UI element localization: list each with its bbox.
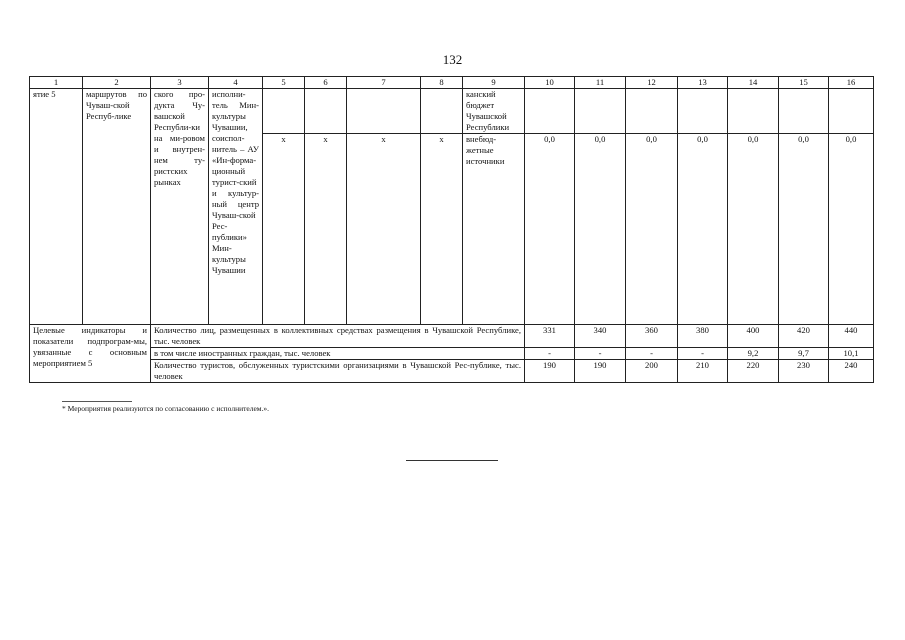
indicator-value-cell: 190 [575, 360, 626, 383]
column-number: 10 [525, 77, 575, 89]
column-number: 11 [575, 77, 626, 89]
column-number: 1 [30, 77, 83, 89]
empty-cell [678, 89, 728, 134]
indicator-name-cell: Количество лиц, размещенных в коллективных средствах размещения в Чувашской Республике, тыс. человек [151, 325, 525, 348]
indicator-value-cell: 9,2 [728, 348, 779, 360]
empty-cell [626, 89, 678, 134]
funding-source-cell: внебюд-жетные источники [463, 134, 525, 325]
indicator-value-cell: 9,7 [779, 348, 829, 360]
indicator-value-cell: 380 [678, 325, 728, 348]
value-cell: 0,0 [575, 134, 626, 325]
column-number: 12 [626, 77, 678, 89]
indicator-value-cell: 360 [626, 325, 678, 348]
end-rule [406, 460, 498, 461]
indicator-value-cell: 190 [525, 360, 575, 383]
indicator-name-cell: в том числе иностранных граждан, тыс. человек [151, 348, 525, 360]
indicator-value-cell: 220 [728, 360, 779, 383]
empty-cell [728, 89, 779, 134]
indicator-value-cell: - [525, 348, 575, 360]
column-number: 2 [83, 77, 151, 89]
indicator-value-cell: 10,1 [829, 348, 874, 360]
x-cell: х [347, 134, 421, 325]
column-number: 5 [263, 77, 305, 89]
indicator-value-cell: 400 [728, 325, 779, 348]
indicator-value-cell: - [575, 348, 626, 360]
column-number: 16 [829, 77, 874, 89]
indicator-value-cell: 200 [626, 360, 678, 383]
indicator-value-cell: 331 [525, 325, 575, 348]
value-cell: 0,0 [728, 134, 779, 325]
empty-cell [305, 89, 347, 134]
value-cell: 0,0 [626, 134, 678, 325]
indicator-row [30, 360, 874, 383]
column-number: 4 [209, 77, 263, 89]
event-number-cell: ятие 5 [30, 89, 83, 325]
indicator-value-cell: - [678, 348, 728, 360]
empty-cell [829, 89, 874, 134]
indicator-value-cell: 230 [779, 360, 829, 383]
event-name-cell: маршрутов по Чуваш-ской Респуб-лике [83, 89, 151, 325]
indicator-value-cell: - [626, 348, 678, 360]
indicator-row [30, 348, 874, 360]
value-cell: 0,0 [678, 134, 728, 325]
x-cell: х [305, 134, 347, 325]
empty-cell [263, 89, 305, 134]
value-cell: 0,0 [779, 134, 829, 325]
column-number: 9 [463, 77, 525, 89]
event-goal-cell: ского про-дукта Чу-вашской Республи-ки на ми-ровом и внутрен-нем ту-ристских рынках [151, 89, 209, 325]
indicator-value-cell: 440 [829, 325, 874, 348]
value-cell: 0,0 [525, 134, 575, 325]
x-cell: х [263, 134, 305, 325]
empty-cell [421, 89, 463, 134]
funding-source-cell: канский бюджет Чувашской Республики [463, 89, 525, 134]
column-number: 13 [678, 77, 728, 89]
empty-cell [525, 89, 575, 134]
empty-cell [779, 89, 829, 134]
footnote-separator [62, 401, 132, 402]
indicator-row [30, 325, 874, 348]
indicators-label-cell: Целевые индикаторы и показатели подпрограм-мы, увязанные с основным мероприятием 5 [30, 325, 151, 383]
executor-cell: исполни-тель Мин-культуры Чувашии, соиспол-нитель – АУ «Ин-форма-ционный турист-ский и культур-ный центр Чуваш-ской Рес-публики» Мин-культуры Чувашии [209, 89, 263, 325]
column-number: 7 [347, 77, 421, 89]
funding-row-budget [30, 89, 874, 134]
footnote: * Мероприятия реализуются по согласованию с исполнителем.». [62, 404, 270, 413]
indicator-value-cell: 340 [575, 325, 626, 348]
column-number: 15 [779, 77, 829, 89]
column-number-row [30, 77, 874, 89]
x-cell: х [421, 134, 463, 325]
empty-cell [347, 89, 421, 134]
column-number: 6 [305, 77, 347, 89]
indicator-value-cell: 210 [678, 360, 728, 383]
value-cell: 0,0 [829, 134, 874, 325]
indicator-value-cell: 420 [779, 325, 829, 348]
empty-cell [575, 89, 626, 134]
page-number: 132 [442, 52, 463, 67]
indicator-value-cell: 240 [829, 360, 874, 383]
column-number: 14 [728, 77, 779, 89]
column-number: 3 [151, 77, 209, 89]
program-table [29, 76, 874, 383]
indicator-name-cell: Количество туристов, обслуженных туристскими организациями в Чувашской Рес-публике, тыс. человек [151, 360, 525, 383]
column-number: 8 [421, 77, 463, 89]
